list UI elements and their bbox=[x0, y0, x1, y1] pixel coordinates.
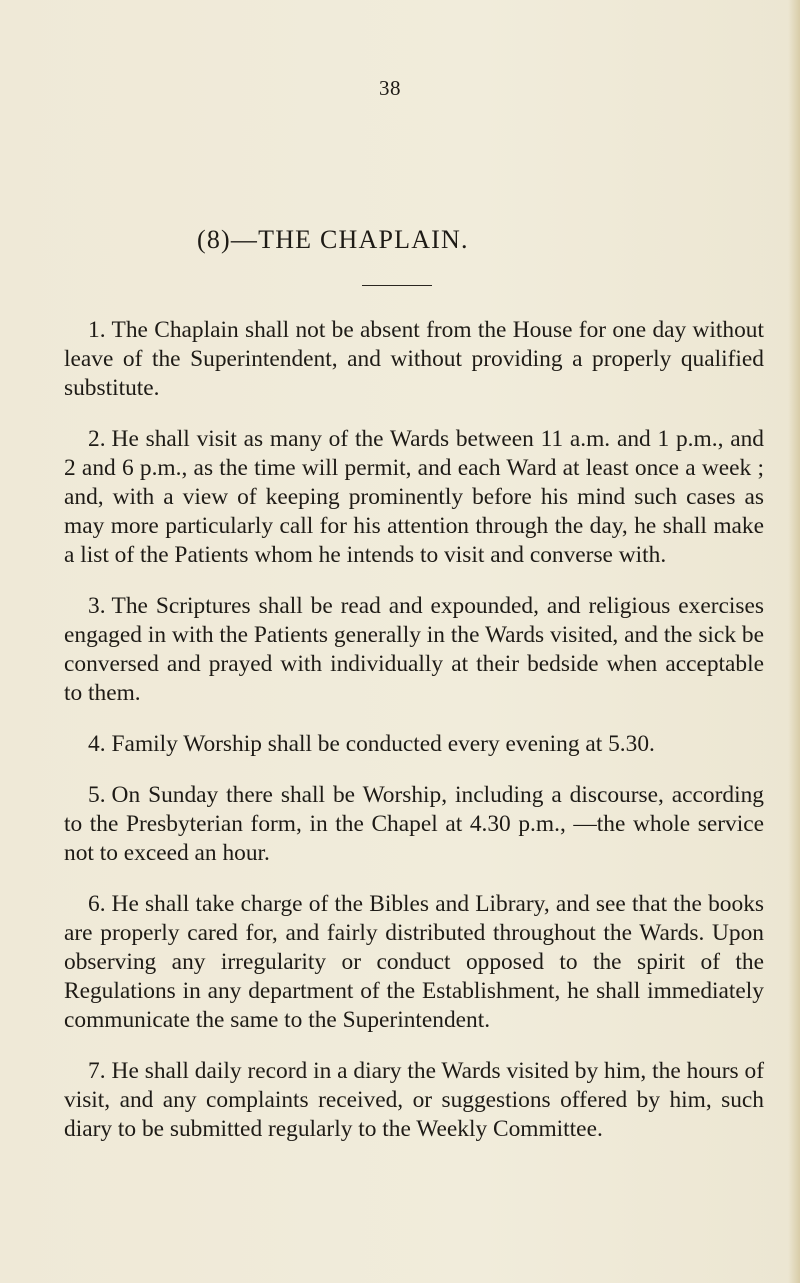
page-number: 38 bbox=[379, 76, 401, 100]
paragraph-text: The Scriptures shall be read and expounded, and religious exercises engaged in with the Patients generally in the Wards visited, and the sick be conversed and prayed with individually at their bedside when acceptable to them. bbox=[64, 593, 764, 706]
paragraph-7 bbox=[64, 1057, 764, 1144]
paragraph-2 bbox=[64, 425, 764, 570]
section-title: (8)—THE CHAPLAIN. bbox=[197, 225, 469, 254]
paragraph-text: He shall daily record in a diary the Wards visited by him, the hours of visit, and any complaints received, or suggestions offered by him, such diary to be submitted regularly to the Weekly Committee. bbox=[64, 1058, 764, 1142]
paragraph-number: 3. bbox=[88, 593, 106, 619]
paragraph-text: The Chaplain shall not be absent from the House for one day without leave of the Superintendent, and without providing a properly qualified substitute. bbox=[64, 317, 764, 401]
paragraph-number: 4. bbox=[88, 731, 106, 757]
paragraph-text: He shall visit as many of the Wards between 11 a.m. and 1 p.m., and 2 and 6 p.m., as the time will permit, and each Ward at least once a week ; and, with a view of keeping prominently before his mind such cases as may more particularly call for his attention through the day, he shall make a list of the Patients whom he intends to visit and converse with. bbox=[64, 426, 764, 568]
paragraph-text: Family Worship shall be conducted every evening at 5.30. bbox=[111, 731, 655, 757]
paragraph-1 bbox=[64, 316, 764, 403]
paragraph-number: 2. bbox=[88, 426, 106, 452]
paragraph-number: 7. bbox=[88, 1058, 106, 1084]
paragraph-3 bbox=[64, 592, 764, 708]
paragraph-number: 6. bbox=[88, 891, 106, 917]
paragraph-text: He shall take charge of the Bibles and Library, and see that the books are properly cared for, and fairly distributed throughout the Wards. Upon observing any irregularity or conduct opposed to the spirit of the Regulations in any department of the Establishment, he shall immediately communicate the same to the Superintendent. bbox=[64, 891, 764, 1033]
paragraph-4 bbox=[64, 730, 764, 759]
title-divider bbox=[362, 285, 432, 286]
paragraph-number: 5. bbox=[88, 782, 106, 808]
paragraph-text: On Sunday there shall be Worship, including a discourse, according to the Presbyterian form, in the Chapel at 4.30 p.m., —the whole service not to exceed an hour. bbox=[64, 782, 764, 866]
page-edge-shadow bbox=[788, 0, 800, 1283]
regulations-body bbox=[64, 316, 764, 1166]
paragraph-6 bbox=[64, 890, 764, 1035]
paragraph-number: 1. bbox=[88, 317, 106, 343]
paragraph-5 bbox=[64, 781, 764, 868]
